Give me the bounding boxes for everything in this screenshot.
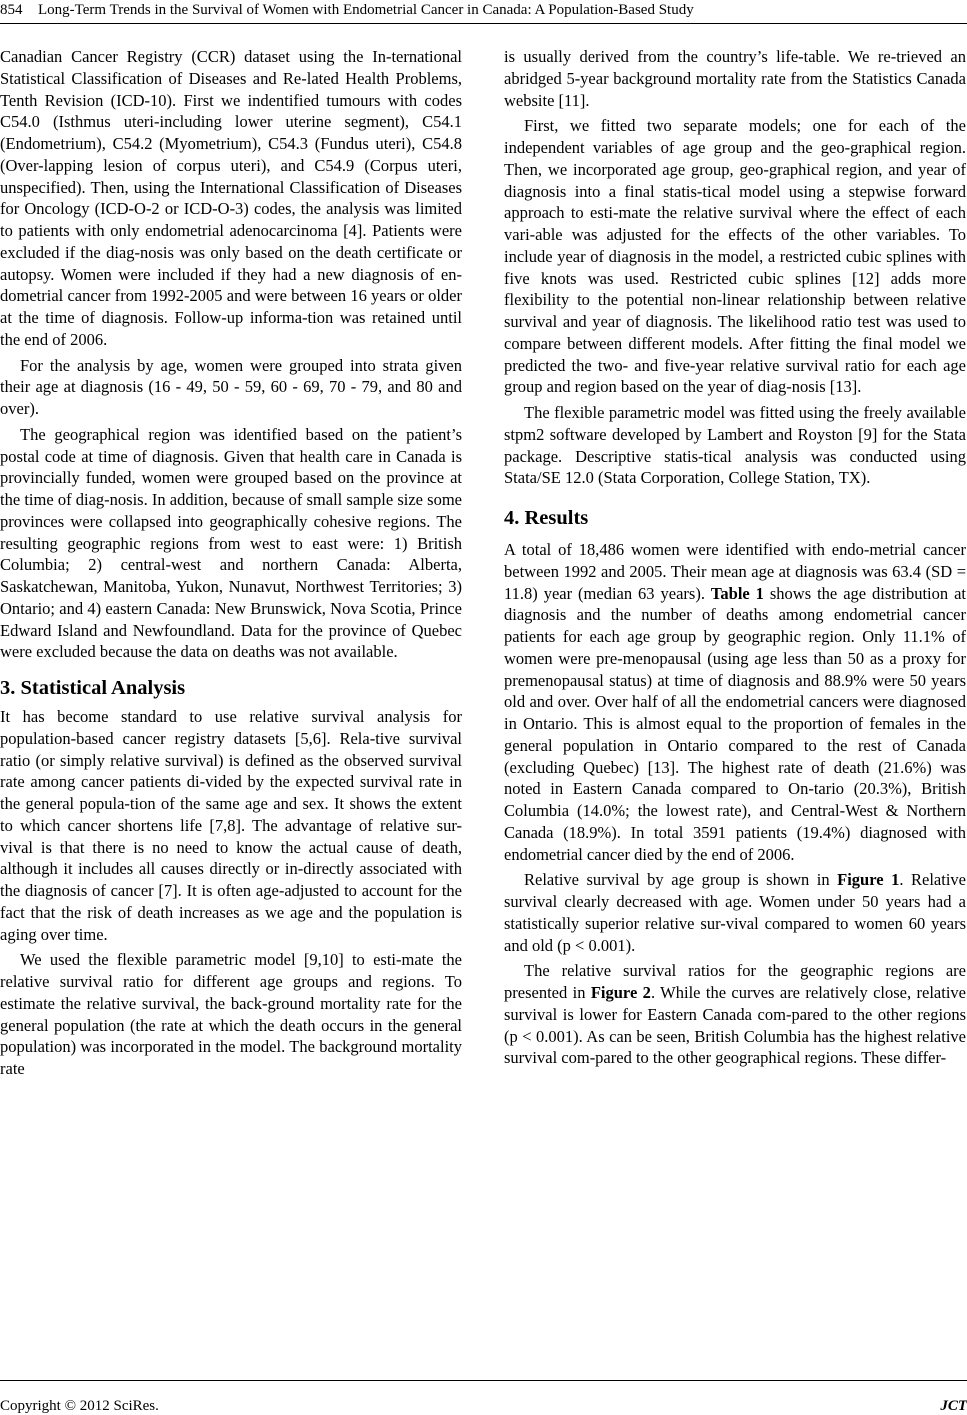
figure-2-reference: Figure 2	[590, 983, 651, 1002]
footer-divider	[0, 1380, 967, 1381]
table-1-reference: Table 1	[710, 583, 764, 603]
results-text-b: shows the age distribution at diagnosis and the number of deaths among endometrial cancer patients for each age group by geographic region. Only 11.1% of women were pre-menopausal (using age less than 50 as a proxy for premenopausal status) at time of diagnosis and 88.9% were 50 years old and over. Over half of all the endometrial cancers were diagnosed in Ontario. This is almost equal to the proportion of females in the general population in Ontario compared to the rest of Canada (excluding Quebec) [13]. The highest rate of death (21.6%) was noted in Eastern Canada compared to On-tario (20.3%), British Columbia (14.0%; the lowest rate), and Central-West & Northern Canada (18.9%). In total 3591 patients (19.4%) diagnosed with endometrial cancer died by the end of 2006.	[504, 583, 966, 864]
age-survival-text-a: Relative survival by age group is shown in	[524, 870, 838, 890]
paragraph-software: The flexible parametric model was fitted using the freely available stpm2 software developed by Lambert and Royston [9] for the Stata package. Descriptive statis-tical analysis was conducted using Stata/SE 12.0 (Stata Corporation, College Station, TX).	[504, 403, 966, 488]
region-survival-text-b: . While the curves are relatively close, relative survival is lower for Eastern Canada com-pared to the other regions (p < 0.001). As can be seen, British Columbia has the highest relative survival com-pared to the other geographical regions. These differ-	[504, 983, 966, 1068]
section-heading-results: 4. Results	[504, 507, 589, 529]
paragraph-age-groups: For the analysis by age, women were grouped into strata given their age at diagnosis (16 - 49, 50 - 59, 60 - 69, 70 - 79, and 80 and over).	[0, 355, 462, 418]
paragraph-relative-survival: It has become standard to use relative survival analysis for population-based cancer registry datasets [5,6]. Rela-tive survival ratio (or simply relative survival) is defined as the observed survival rate among cancer patients di-vided by the expected survival rate in the general popula-tion of the same age and sex. It shows the extent to which cancer shortens life [7,8]. The advantage of relative sur-vival is that there is no need to know the actual cause of death, although it includes all causes directly or in-directly associated with the diagnosis of cancer [7]. It is often age-adjusted to account for the fact that the risk of death increases as we age and the population is aging over time.	[0, 707, 462, 944]
paragraph-model-fitting: First, we fitted two separate models; one for each of the independent variables of age group and the geo-graphical region. Then, we incorporated age group, geo-graphical region, and year of diagnosis into a final statis-tical model using a stepwise forward approach to esti-mate the relative survival where the effect of each vari-able was adjusted for the effects of the other variables. To include year of diagnosis in the model, a restricted cubic splines with five knots was used. Restricted cubic splines [12] adds more flexibility to the potential non-linear relationship between relative survival and year of diagnosis. The likelihood ratio test was used to compare between different models. After fitting the final model we predicted the two- and five-year relative survival ratio for each age group and region based on the year of diag-nosis [13].	[504, 116, 966, 397]
running-title: Long-Term Trends in the Survival of Women with Endometrial Cancer in Canada: A Population-Based Study	[38, 2, 694, 18]
page-footer	[0, 1380, 967, 1414]
section-heading-statistical-analysis: 3. Statistical Analysis	[0, 677, 186, 699]
left-column	[0, 46, 462, 1080]
header-divider	[0, 23, 967, 24]
page-number: 854	[0, 2, 23, 18]
figure-1-reference: Figure 1	[837, 870, 900, 890]
paragraph-flexible-model: We used the flexible parametric model [9,10] to esti-mate the relative survival ratio for different age groups and regions. To estimate the relative survival, the back-ground mortality rate for the general population (the rate at which the death occurs in the general population) was incorporated in the model. The background mortality rate	[0, 950, 462, 1078]
paragraph-age-group-survival	[504, 869, 966, 956]
region-survival-text-a: The relative survival ratios for the geographic regions are presented in	[504, 961, 966, 1002]
paragraph-region-survival	[504, 960, 966, 1069]
page-header	[0, 0, 967, 24]
journal-abbreviation: JCT	[940, 1398, 967, 1414]
age-survival-text-b: . Relative survival clearly decreased with age. Women under 50 years had a statistically superior relative sur-vival compared to women 60 years and old (p < 0.001).	[504, 870, 966, 955]
copyright-notice: Copyright © 2012 SciRes.	[0, 1398, 159, 1414]
paragraph-results-summary	[504, 539, 966, 865]
right-column	[504, 46, 966, 1069]
paragraph-life-table: is usually derived from the country’s life-table. We re-trieved an abridged 5-year background mortality rate from the Statistics Canada website [11].	[504, 47, 966, 110]
paragraph-methods-ccr: Canadian Cancer Registry (CCR) dataset using the In-ternational Statistical Classification of Diseases and Re-lated Health Problems, Tenth Revision (ICD-10). First we indentified tumours with codes C54.0 (Isthmus uteri-including lower uterine segment), C54.1 (Endometrium), C54.2 (Myometrium), C54.3 (Fundus uteri), C54.8 (Over-lapping lesion of corpus uteri), and C54.9 (Corpus uteri, unspecified). Then, using the International Classification of Diseases for Oncology (ICD-O-2 or ICD-O-3) codes, the analysis was limited to patients with only endometrial adenocarcinoma [4]. Patients were excluded if the diag-nosis was only based on the death certificate or autopsy. Women were included if they had a new diagnosis of en-dometrial cancer from 1992-2005 and were between 16 years or older at the time of diagnosis. Follow-up informa-tion was retained until the end of 2006.	[0, 47, 462, 349]
paragraph-geographic-region: The geographical region was identified based on the patient’s postal code at time of diagnosis. Given that health care in Canada is provincially funded, women were grouped based on the province at the time of diag-nosis. In addition, because of small sample size some provinces were collapsed into geographically cohesive regions. The resulting geographic regions from west to east were: 1) British Columbia; 2) central-west and northern Canada: Alberta, Saskatchewan, Manitoba, Yukon, Nunavut, Northwest Territories; 3) Ontario; and 4) eastern Canada: New Brunswick, Nova Scotia, Prince Edward Island and Newfoundland. Data for the province of Quebec were excluded because the data on deaths was not available.	[0, 424, 462, 662]
results-text-a: A total of 18,486 women were identified with endo-metrial cancer between 1992 and 2005. Their mean age at diagnosis was 63.4 (SD = 11.8) year (median 63 years).	[504, 540, 966, 603]
